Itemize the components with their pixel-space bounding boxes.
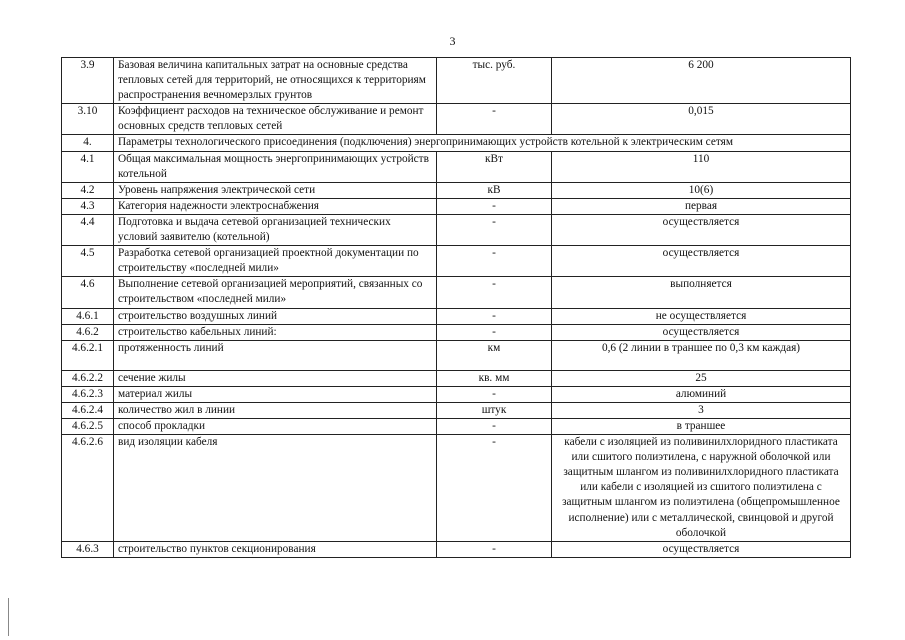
parameter-name-cell: строительство кабельных линий:: [114, 324, 437, 340]
value-cell: алюминий: [552, 386, 851, 402]
row-number-cell: 3.9: [62, 58, 114, 104]
unit-cell: кв. мм: [437, 370, 552, 386]
parameter-name-cell: Базовая величина капитальных затрат на основные средства тепловых сетей для территорий, не относящихся к территориям распространения вечномерзлых грунтов: [114, 58, 437, 104]
value-cell: 0,6 (2 линии в траншее по 0,3 км каждая): [552, 340, 851, 370]
table-row: [62, 135, 851, 151]
row-number-cell: 4.1: [62, 151, 114, 182]
parameter-name-cell: строительство пунктов секционирования: [114, 541, 437, 557]
table-row: [62, 340, 851, 370]
value-cell: 3: [552, 402, 851, 418]
row-number-cell: 4.: [62, 135, 114, 151]
row-number-cell: 4.6: [62, 277, 114, 308]
row-number-cell: 4.6.2.2: [62, 370, 114, 386]
table-row: [62, 402, 851, 418]
row-number-cell: 4.6.3: [62, 541, 114, 557]
parameter-name-cell: Уровень напряжения электрической сети: [114, 182, 437, 198]
parameter-name-cell: сечение жилы: [114, 370, 437, 386]
parameter-name-cell: вид изоляции кабеля: [114, 435, 437, 542]
unit-cell: тыс. руб.: [437, 58, 552, 104]
parameter-name-cell: протяженность линий: [114, 340, 437, 370]
table-row: [62, 370, 851, 386]
table-row: [62, 386, 851, 402]
table-row: [62, 277, 851, 308]
unit-cell: штук: [437, 402, 552, 418]
unit-cell: -: [437, 277, 552, 308]
row-number-cell: 4.6.2.6: [62, 435, 114, 542]
parameter-name-cell: Подготовка и выдача сетевой организацией технических условий заявителю (котельной): [114, 214, 437, 245]
table-row: [62, 151, 851, 182]
table-row: [62, 198, 851, 214]
parameter-name-cell: Общая максимальная мощность энергопринимающих устройств котельной: [114, 151, 437, 182]
value-cell: осуществляется: [552, 214, 851, 245]
row-number-cell: 4.6.2.5: [62, 418, 114, 434]
value-cell: не осуществляется: [552, 308, 851, 324]
unit-cell: -: [437, 435, 552, 542]
row-number-cell: 4.6.2.4: [62, 402, 114, 418]
row-number-cell: 4.6.2: [62, 324, 114, 340]
page-number: 3: [449, 34, 456, 48]
unit-cell: -: [437, 246, 552, 277]
value-cell: в траншее: [552, 418, 851, 434]
row-number-cell: 4.6.1: [62, 308, 114, 324]
value-cell: осуществляется: [552, 324, 851, 340]
row-number-cell: 4.3: [62, 198, 114, 214]
row-number-cell: 4.6.2.1: [62, 340, 114, 370]
value-cell: первая: [552, 198, 851, 214]
value-cell: 110: [552, 151, 851, 182]
row-number-cell: 4.4: [62, 214, 114, 245]
parameters-table: [61, 57, 851, 558]
table-row: [62, 541, 851, 557]
table-row: [62, 104, 851, 135]
table-row: [62, 435, 851, 542]
table-row: [62, 214, 851, 245]
table-row: [62, 308, 851, 324]
row-number-cell: 4.6.2.3: [62, 386, 114, 402]
unit-cell: -: [437, 386, 552, 402]
parameter-name-cell: количество жил в линии: [114, 402, 437, 418]
unit-cell: кВт: [437, 151, 552, 182]
parameter-name-cell: Выполнение сетевой организацией мероприятий, связанных со строительством «последней мили»: [114, 277, 437, 308]
value-cell: осуществляется: [552, 246, 851, 277]
unit-cell: -: [437, 104, 552, 135]
parameter-name-cell: способ прокладки: [114, 418, 437, 434]
value-cell: осуществляется: [552, 541, 851, 557]
row-number-cell: 3.10: [62, 104, 114, 135]
value-cell: 6 200: [552, 58, 851, 104]
unit-cell: км: [437, 340, 552, 370]
parameter-name-cell: строительство воздушных линий: [114, 308, 437, 324]
unit-cell: -: [437, 308, 552, 324]
row-number-cell: 4.5: [62, 246, 114, 277]
unit-cell: -: [437, 198, 552, 214]
unit-cell: -: [437, 214, 552, 245]
margin-mark: [8, 598, 9, 636]
value-cell: выполняется: [552, 277, 851, 308]
table-row: [62, 246, 851, 277]
row-number-cell: 4.2: [62, 182, 114, 198]
table-row: [62, 418, 851, 434]
value-cell: 0,015: [552, 104, 851, 135]
value-cell: 25: [552, 370, 851, 386]
section-heading-cell: Параметры технологического присоединения (подключения) энергопринимающих устройств котельной к электрическим сетям: [114, 135, 851, 151]
unit-cell: -: [437, 541, 552, 557]
parameter-name-cell: Разработка сетевой организацией проектной документации по строительству «последней мили»: [114, 246, 437, 277]
value-cell: кабели с изоляцией из поливинилхлоридного пластиката или сшитого полиэтилена, с наружной оболочкой или защитным шлангом из поливинилхлоридного пластиката или кабели с изоляцией из сшитого полиэтилена с защитным шлангом из полиэтилена (общепромышленное исполнение) или с металлической, свинцовой и другой оболочкой: [552, 435, 851, 542]
table-row: [62, 182, 851, 198]
table-row: [62, 324, 851, 340]
unit-cell: кВ: [437, 182, 552, 198]
table-row: [62, 58, 851, 104]
unit-cell: -: [437, 418, 552, 434]
parameter-name-cell: Категория надежности электроснабжения: [114, 198, 437, 214]
value-cell: 10(6): [552, 182, 851, 198]
parameter-name-cell: материал жилы: [114, 386, 437, 402]
parameter-name-cell: Коэффициент расходов на техническое обслуживание и ремонт основных средств тепловых сетей: [114, 104, 437, 135]
unit-cell: -: [437, 324, 552, 340]
